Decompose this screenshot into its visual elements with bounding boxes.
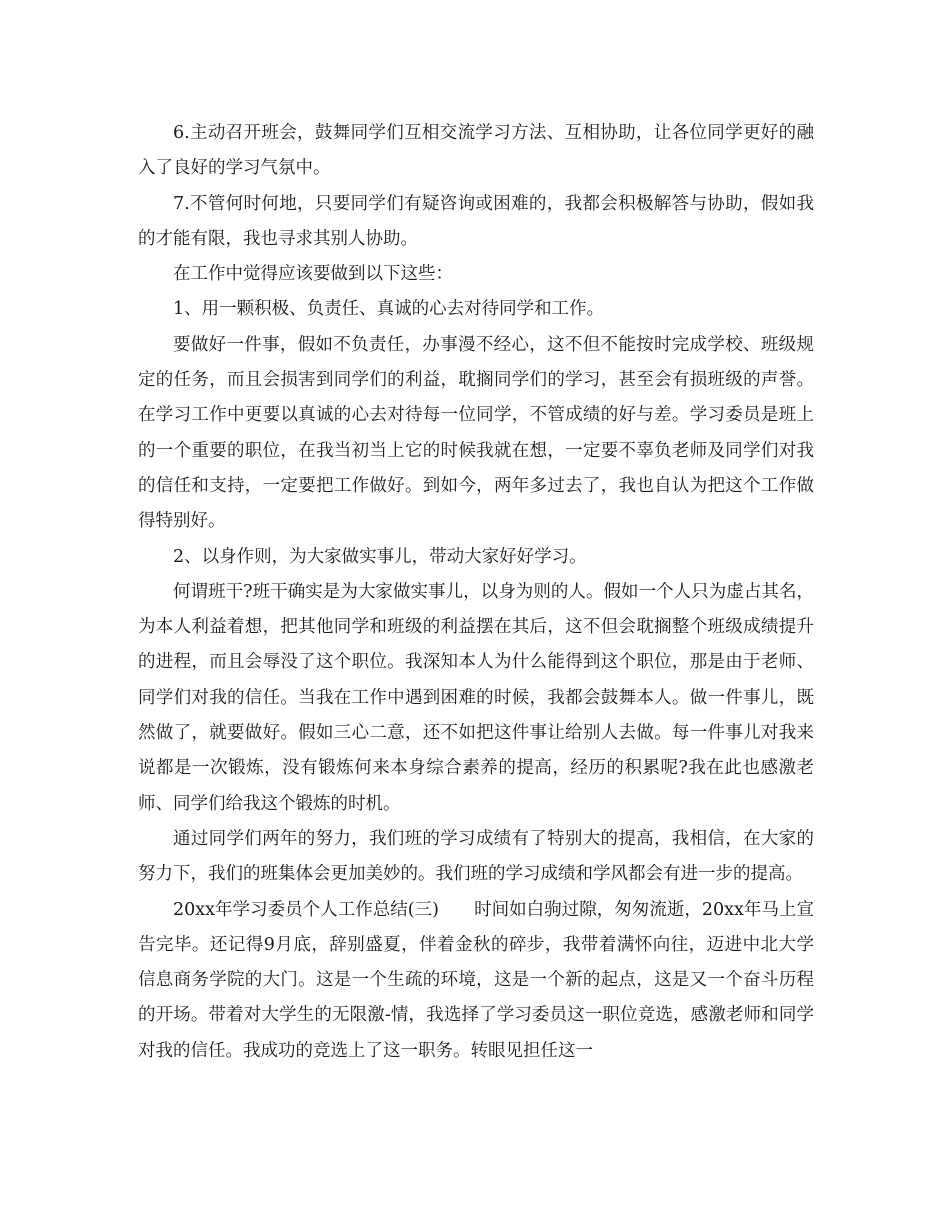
paragraph: 要做好一件事，假如不负责任，办事漫不经心，这不但不能按时完成学校、班级规定的任务，而且会损害到同学们的利益，耽搁同学们的学习，甚至会有损班级的声誉。在学习工作中更要以真诚的心去对待每一位同学，不管成绩的好与差。学习委员是班上的一个重要的职位，在我当初当上它的时候我就在想，一定要不辜负老师及同学们对我的信任和支持，一定要把工作做好。到如今，两年多过去了，我也自认为把这个工作做得特别好。 <box>138 334 814 532</box>
paragraph: 通过同学们两年的努力，我们班的学习成绩有了特别大的提高，我相信，在大家的努力下，我们的班集体会更加美妙的。我们班的学习成绩和学风都会有进一步的提高。 <box>138 828 814 885</box>
paragraph: 1、用一颗积极、负责任、真诚的心去对待同学和工作。 <box>173 299 605 320</box>
paragraph: 何谓班干?班干确实是为大家做实事儿，以身为则的人。假如一个人只为虚占其名，为本人利益着想，把其他同学和班级的利益摆在其后，这不但会耽搁整个班级成绩提升的进程，而且会辱没了这个职位。我深知本人为什么能得到这个职位，那是由于老师、同学们对我的信任。当我在工作中遇到困难的时候，我都会鼓舞本人。做一件事儿，既然做了，就要做好。假如三心二意，还不如把这件事让给别人去做。每一件事儿对我来说都是一次锻炼，没有锻炼何来本身综合素养的提高，经历的积累呢?我在此也感激老师、同学们给我这个锻炼的时机。 <box>138 581 814 814</box>
paragraph: 20xx年学习委员个人工作总结(三) 时间如白驹过隙，匆匆流逝，20xx年马上宣告完毕。还记得9月底，辞别盛夏，伴着金秋的碎步，我带着满怀向往，迈进中北大学信息商务学院的大门。这是一个生疏的环境，这是一个新的起点，这是又一个奋斗历程的开场。带着对大学生的无限激-情，我选择了学习委员这一职位竞选，感激老师和同学对我的信任。我成功的竞选上了这一职务。转眼见担任这一 <box>138 899 814 1061</box>
paragraph: 7.不管何时何地，只要同学们有疑咨询或困难的，我都会积极解答与协助，假如我的才能有限，我也寻求其别人协助。 <box>138 193 814 249</box>
paragraph: 6.主动召开班会，鼓舞同学们互相交流学习方法、互相协助，让各位同学更好的融入了良好的学习气氛中。 <box>138 123 814 179</box>
document-body <box>138 116 814 1069</box>
paragraph: 在工作中觉得应该要做到以下这些： <box>173 264 453 285</box>
paragraph: 2、以身作则，为大家做实事儿，带动大家好好学习。 <box>173 546 587 567</box>
